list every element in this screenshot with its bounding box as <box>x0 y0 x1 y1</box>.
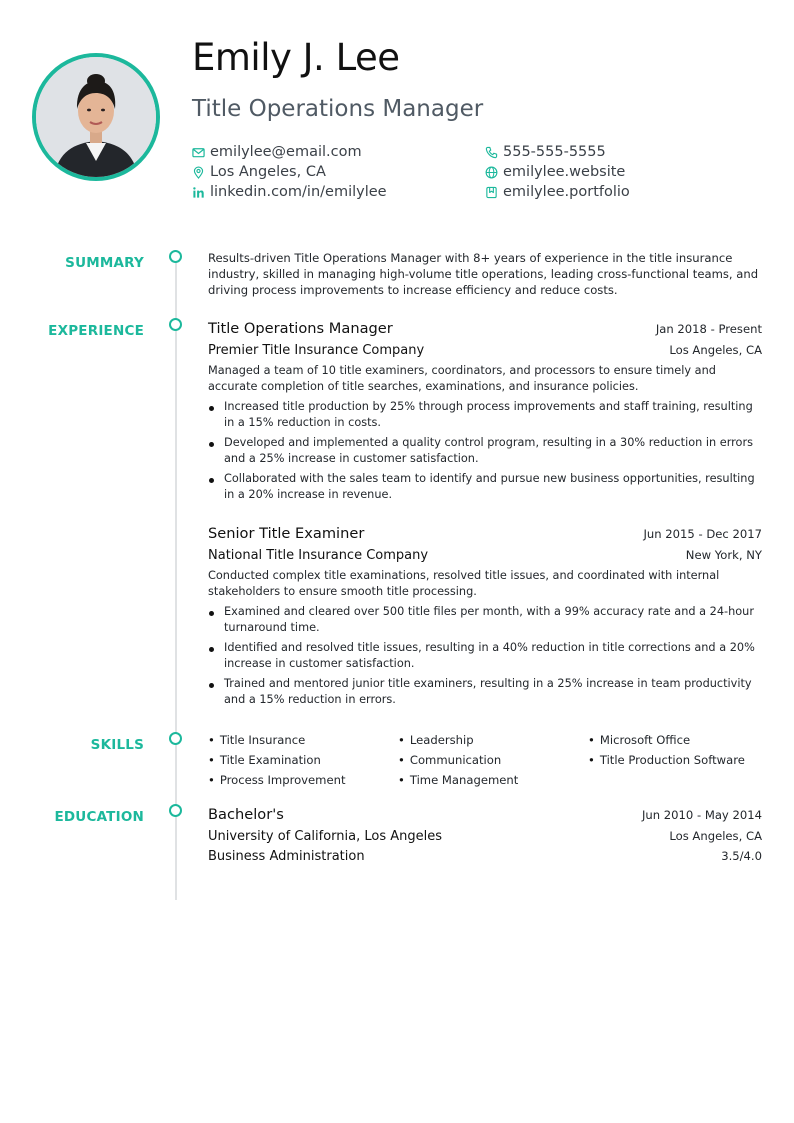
contact-website[interactable] <box>485 162 625 182</box>
linkedin-icon <box>192 186 205 199</box>
achievement-item: Increased title production by 25% through process improvements and staff training, resulting in a 15% reduction in costs. <box>208 399 762 431</box>
section-label-education: EDUCATION <box>54 809 144 825</box>
gpa: 3.5/4.0 <box>721 849 762 863</box>
job-title: Title Operations Manager <box>208 320 393 337</box>
timeline-dot-experience <box>169 318 182 331</box>
job-location: Los Angeles, CA <box>669 343 762 357</box>
achievement-item: Trained and mentored junior title examiners, resulting in a 25% increase in team productivity and a 15% reduction in errors. <box>208 676 762 708</box>
timeline-dot-skills <box>169 732 182 745</box>
job-dates: Jan 2018 - Present <box>655 322 762 336</box>
location-text: Los Angeles, CA <box>210 164 326 180</box>
skill-item: • Title Production Software <box>588 752 762 768</box>
contact-location <box>192 162 326 182</box>
skill-item: • Process Improvement <box>208 772 398 788</box>
profile-photo <box>32 53 160 181</box>
job-title: Senior Title Examiner <box>208 525 365 542</box>
achievement-item: Developed and implemented a quality control program, resulting in a 30% reduction in errors and a 25% increase in customer satisfaction. <box>208 435 762 467</box>
section-label-skills: SKILLS <box>90 737 144 753</box>
school-location: Los Angeles, CA <box>669 829 762 843</box>
job-description: Managed a team of 10 title examiners, coordinators, and processors to ensure timely and accurate completion of title searches, examinations, and insurance policies. <box>208 364 716 393</box>
linkedin-text: linkedin.com/in/emilylee <box>210 184 387 200</box>
candidate-name: Emily J. Lee <box>192 36 400 79</box>
skill-item: • Communication <box>398 752 588 768</box>
job-location: New York, NY <box>685 548 762 562</box>
portfolio-text: emilylee.portfolio <box>503 184 630 200</box>
company-name: Premier Title Insurance Company <box>208 343 425 358</box>
skill-item: • Title Examination <box>208 752 398 768</box>
summary-section <box>208 250 762 298</box>
website-text: emilylee.website <box>503 164 626 180</box>
skill-item: • Microsoft Office <box>588 732 762 748</box>
contact-portfolio[interactable] <box>485 182 630 202</box>
achievement-list <box>208 604 762 708</box>
achievement-item: Identified and resolved title issues, resulting in a 40% reduction in title corrections and a 20% increase in customer satisfaction. <box>208 640 762 672</box>
map-pin-icon <box>192 166 205 179</box>
school-name: University of California, Los Angeles <box>208 829 443 844</box>
achievement-item: Examined and cleared over 500 title files per month, with a 99% accuracy rate and a 24-hour turnaround time. <box>208 604 762 636</box>
globe-icon <box>485 166 498 179</box>
contact-phone[interactable] <box>485 142 606 162</box>
summary-text: Results-driven Title Operations Manager with 8+ years of experience in the title insurance industry, skilled in managing high-volume title operations, leading cross-functional teams, and driving process improvements to increase efficiency and reduce costs. <box>208 251 759 297</box>
achievement-list <box>208 399 762 503</box>
achievement-item: Collaborated with the sales team to identify and pursue new business opportunities, resulting in a 20% increase in revenue. <box>208 471 762 503</box>
education-dates: Jun 2010 - May 2014 <box>641 808 762 822</box>
job-description: Conducted complex title examinations, resolved title issues, and coordinated with internal stakeholders to ensure smooth title processing. <box>208 569 720 598</box>
experience-entry <box>208 525 762 708</box>
timeline-dot-education <box>169 804 182 817</box>
degree: Bachelor's <box>208 806 284 823</box>
contact-linkedin[interactable] <box>192 182 387 202</box>
job-dates: Jun 2015 - Dec 2017 <box>643 527 762 541</box>
email-text: emilylee@email.com <box>210 144 362 160</box>
portfolio-icon <box>485 186 498 199</box>
company-name: National Title Insurance Company <box>208 548 429 563</box>
experience-entry <box>208 320 762 503</box>
skill-item: • Leadership <box>398 732 588 748</box>
phone-text: 555-555-5555 <box>503 144 606 160</box>
timeline-dot-summary <box>169 250 182 263</box>
field-of-study: Business Administration <box>208 849 365 864</box>
mail-icon <box>192 146 205 159</box>
skill-item: • Title Insurance <box>208 732 398 748</box>
skills-grid <box>208 732 762 788</box>
contact-email[interactable] <box>192 142 362 162</box>
phone-icon <box>485 146 498 159</box>
skill-item: • Time Management <box>398 772 588 788</box>
section-label-summary: SUMMARY <box>65 255 144 271</box>
section-label-experience: EXPERIENCE <box>48 323 144 339</box>
person-illustration <box>36 57 156 177</box>
education-entry <box>208 806 762 864</box>
candidate-title: Title Operations Manager <box>192 96 484 122</box>
